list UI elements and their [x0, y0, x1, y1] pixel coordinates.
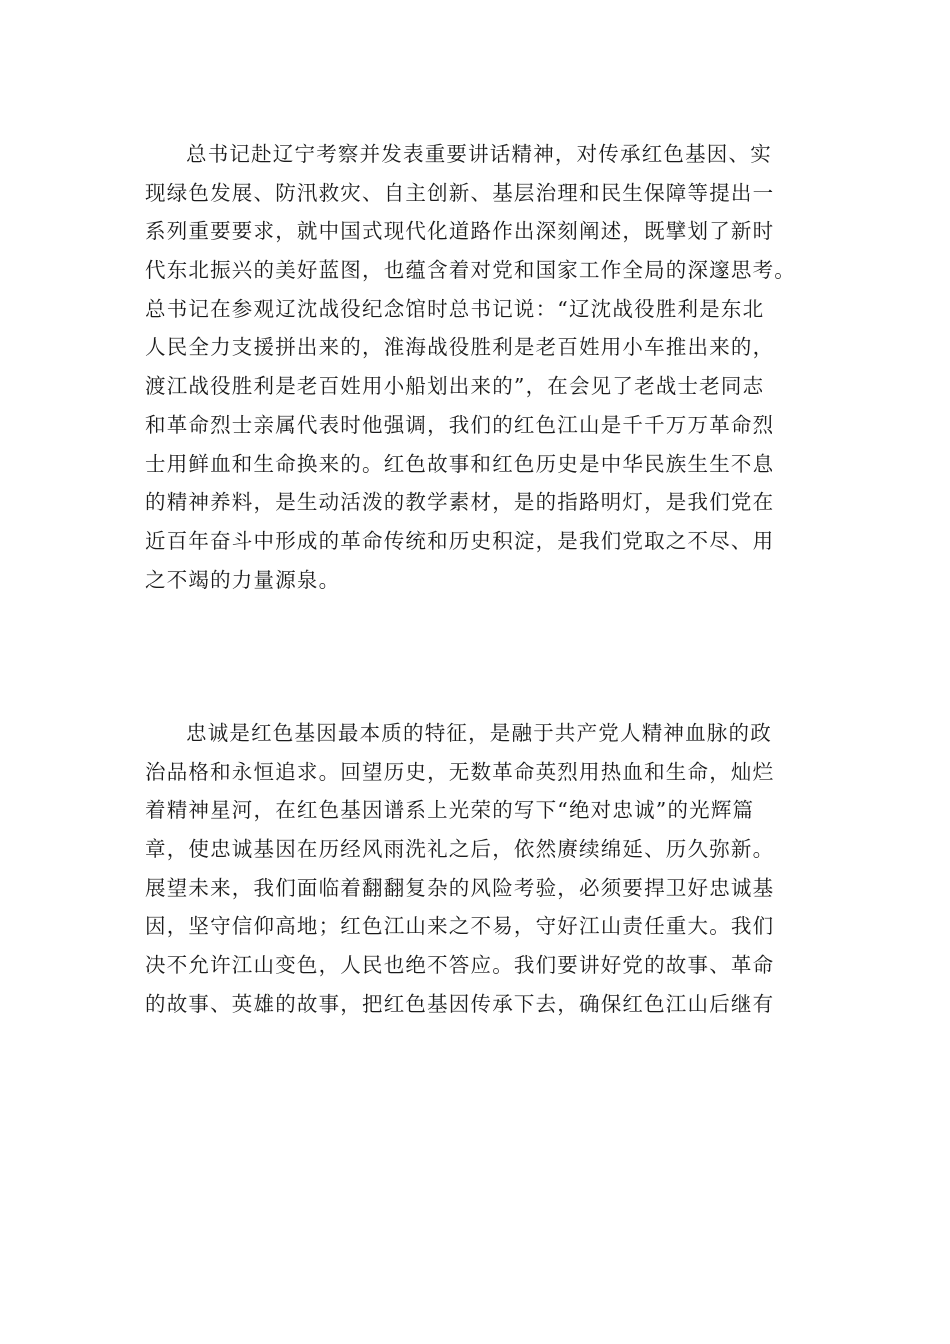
paragraph-line: 总书记赴辽宁考察并发表重要讲话精神，对传承红色基因、实	[186, 142, 772, 166]
paragraph-line: 系列重要要求，就中国式现代化道路作出深刻阐述，既擘划了新时	[145, 219, 775, 244]
paragraph-line: 的故事、英雄的故事，把红色基因传承下去，确保红色江山后继有	[145, 991, 775, 1016]
paragraph-line: 展望未来，我们面临着翻翻复杂的风险考验，必须要捍卫好忠诚基	[145, 875, 775, 900]
paragraph-line: 和革命烈士亲属代表时他强调，我们的红色江山是千千万万革命烈	[145, 412, 775, 437]
paragraph-line: 近百年奋斗中形成的革命传统和历史积淀，是我们党取之不尽、用	[145, 528, 775, 553]
paragraph-line: 之不竭的力量源泉。	[145, 567, 341, 592]
paragraph-line: 章，使忠诚基因在历经风雨洗礼之后，依然赓续绵延、历久弥新。	[145, 837, 775, 862]
paragraph-line: 忠诚是红色基因最本质的特征，是融于共产党人精神血脉的政	[186, 721, 772, 745]
paragraph-2	[145, 714, 810, 1024]
paragraph-line: 着精神星河，在红色基因谱系上光荣的写下“绝对忠诚”的光辉篇	[145, 798, 755, 823]
paragraph-line: 渡江战役胜利是老百姓用小船划出来的”，在会见了老战士老同志	[145, 374, 765, 399]
paragraph-line: 现绿色发展、防汛救灾、自主创新、基层治理和民生保障等提出一	[145, 180, 775, 205]
paragraph-line: 士用鲜血和生命换来的。红色故事和红色历史是中华民族生生不息	[145, 451, 775, 476]
paragraph-line: 决不允许江山变色，人民也绝不答应。我们要讲好党的故事、革命	[145, 953, 775, 978]
paragraph-line: 人民全力支援拼出来的，淮海战役胜利是老百姓用小车推出来的，	[145, 335, 775, 360]
paragraph-1	[145, 135, 810, 599]
paragraph-line: 总书记在参观辽沈战役纪念馆时总书记说：“辽沈战役胜利是东北	[145, 296, 765, 321]
paragraph-line: 的精神养料，是生动活泼的教学素材，是的指路明灯，是我们党在	[145, 490, 775, 515]
paragraph-line: 因，坚守信仰高地；红色江山来之不易，守好江山责任重大。我们	[145, 914, 775, 939]
paragraph-line: 代东北振兴的美好蓝图，也蕴含着对党和国家工作全局的深邃思考。	[145, 258, 796, 283]
paragraph-line: 治品格和永恒追求。回望历史，无数革命英烈用热血和生命，灿烂	[145, 759, 775, 784]
